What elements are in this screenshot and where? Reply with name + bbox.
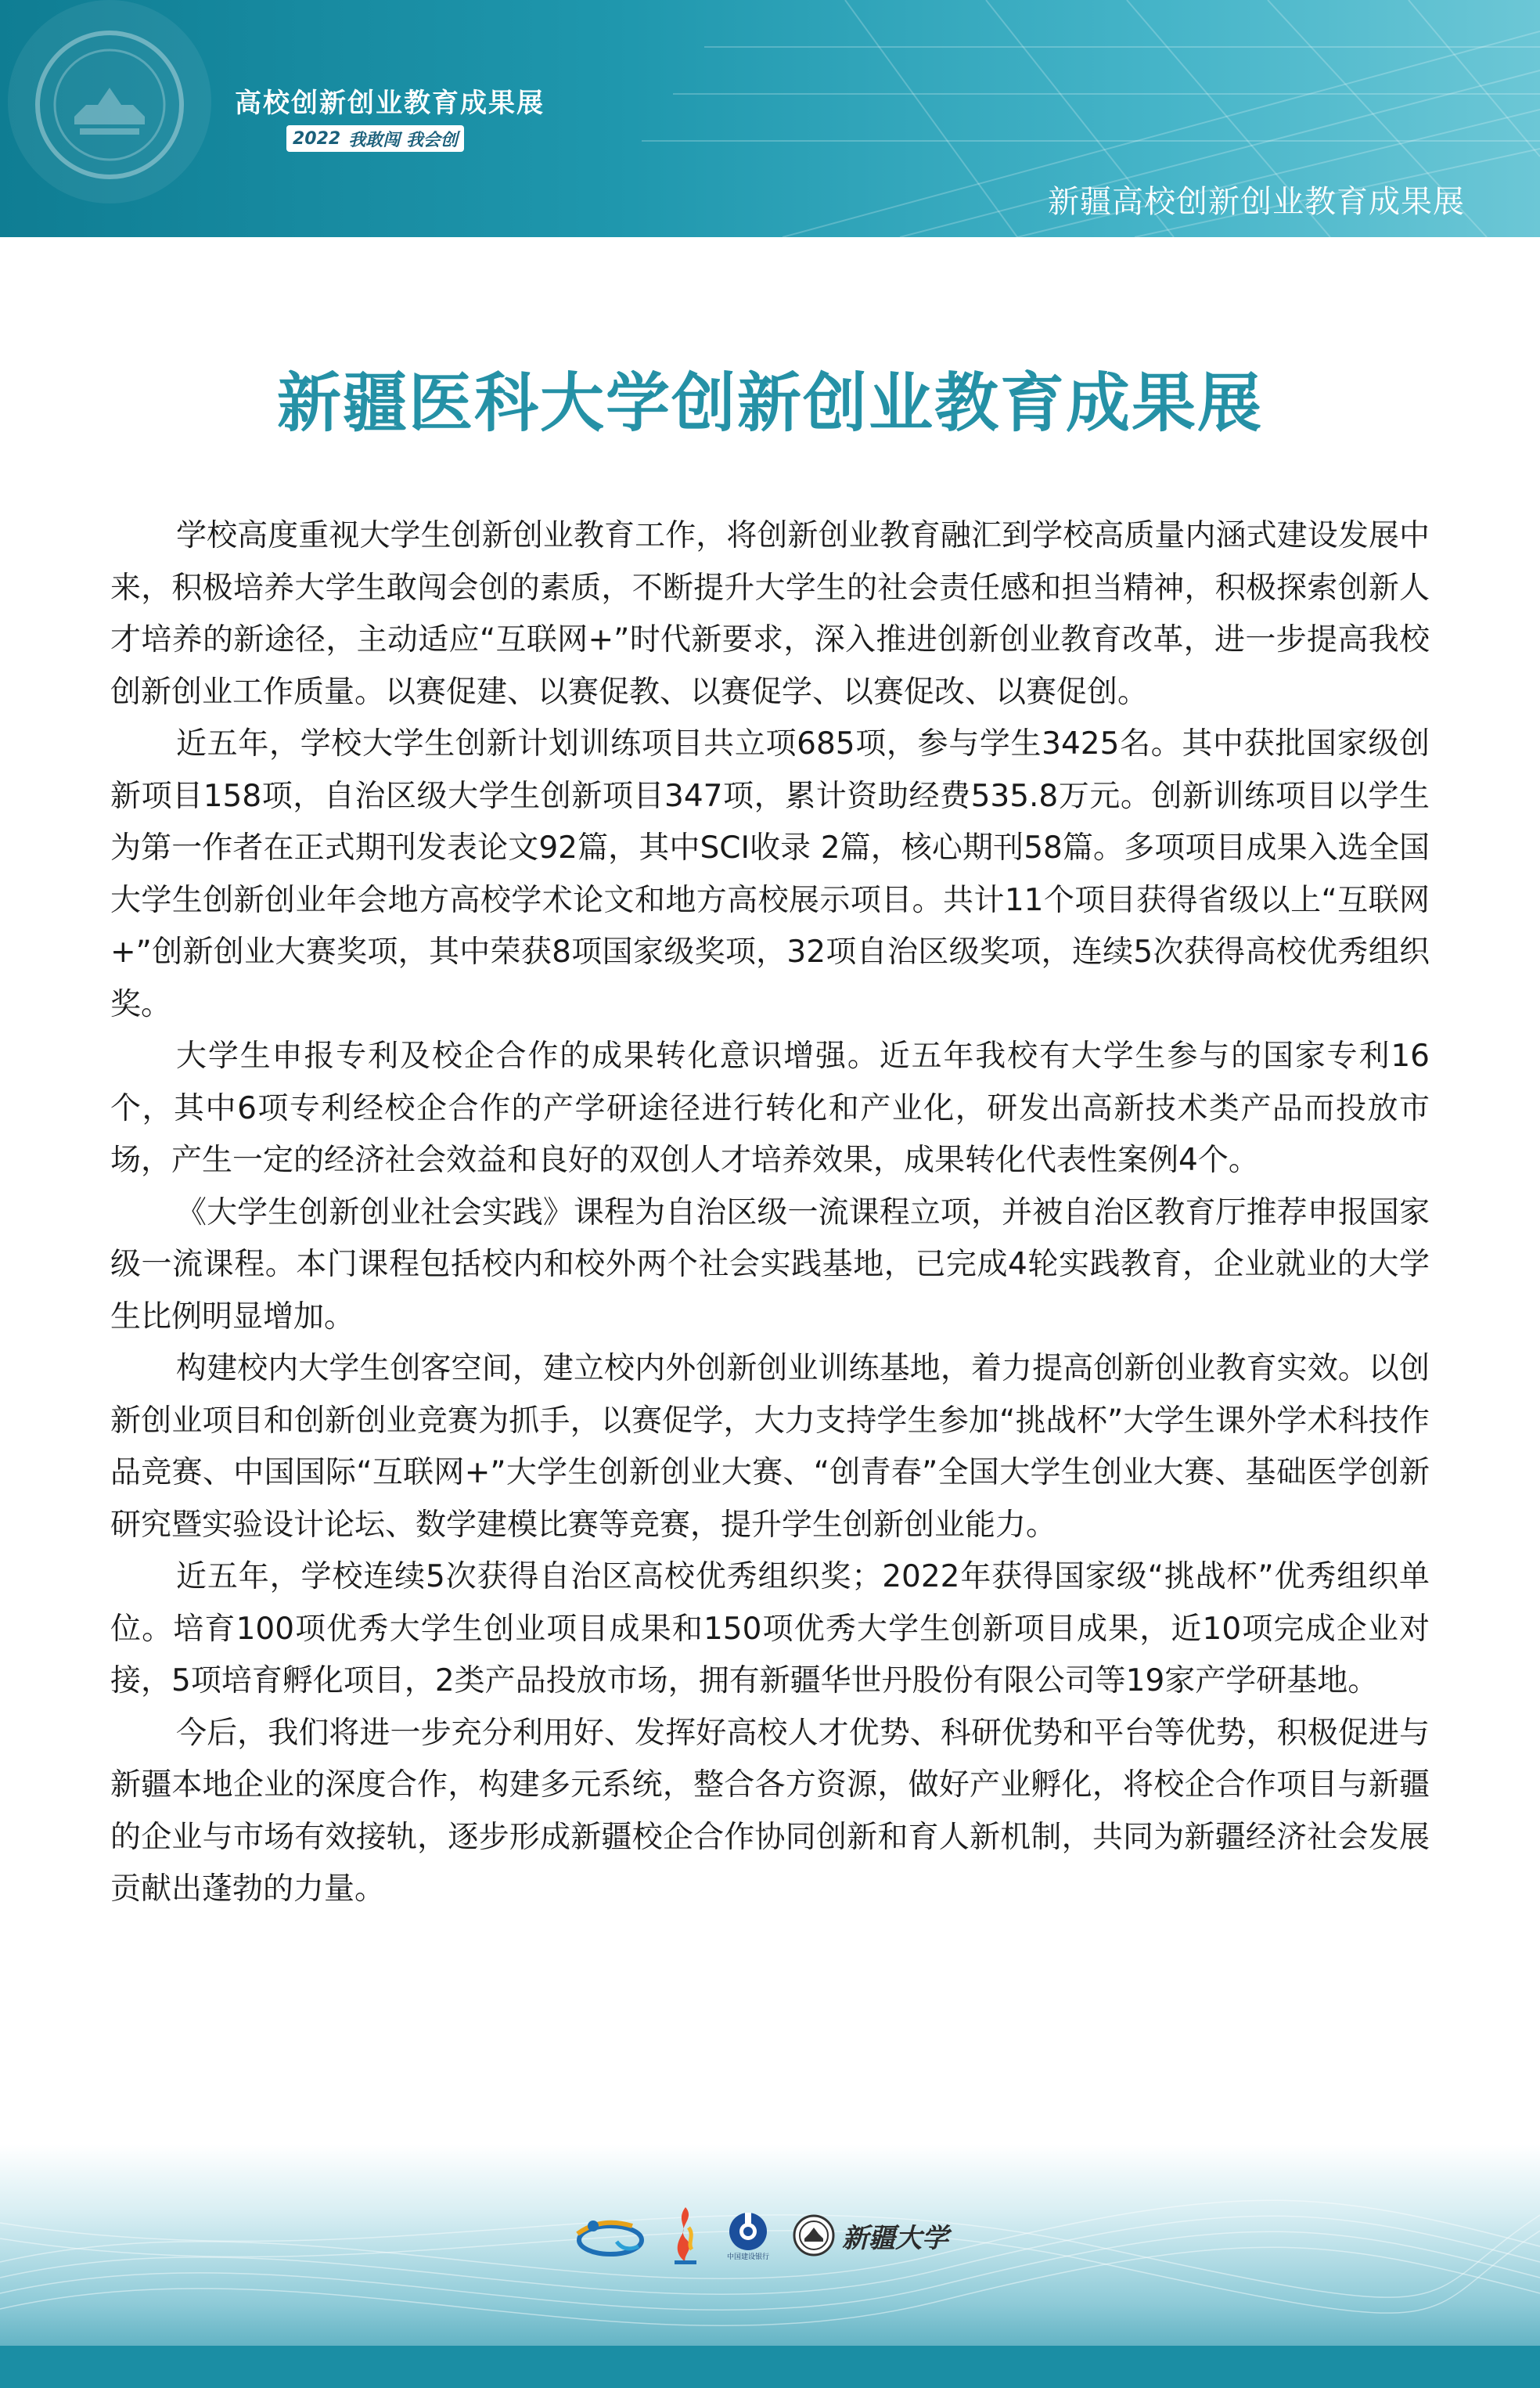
ccb-logo [726, 2210, 770, 2262]
education-logo [570, 2210, 645, 2260]
article-body [110, 510, 1430, 1916]
ccb-bank-logo-icon [726, 2210, 770, 2253]
slogan-text: 我敢闯 我会创 [348, 130, 458, 150]
paragraph-outlook: 今后，我们将进一步充分利用好、发挥好高校人才优势、科研优势和平台等优势，积极促进与新疆本地企业的深度合作，构建多元系统，整合各方资源，做好产业孵化，将校企合作项目与新疆的企业与市场有效接轨，逐步形成新疆校企合作协同创新和育人新机制，共同为新疆经济社会发展贡献出蓬勃的力量。 [110, 1715, 1430, 1907]
expo-title: 高校创新创业教育成果展 [235, 88, 545, 119]
paragraph-patents: 大学生申报专利及校企合作的成果转化意识增强。近五年我校有大学生参与的国家专利16个，其中6项专利经校企合作的产学研途径进行转化和产业化，研发出高新技术类产品而投放市场，产生一定的经济社会效益和良好的双创人才培养效果，成果转化代表性案例4个。 [110, 1039, 1430, 1178]
header-banner [0, 0, 1540, 237]
sponsor-logos [570, 2196, 970, 2275]
paragraph-awards: 近五年，学校连续5次获得自治区高校优秀组织奖；2022年获得国家级“挑战杯”优秀组织单位。培育100项优秀大学生创业项目成果和150项优秀大学生创新项目成果，近10项完成企业对接，5项培育孵化项目，2类产品投放市场，拥有新疆华世丹股份有限公司等19家产学研基地。 [110, 1559, 1430, 1698]
paragraph-overview: 学校高度重视大学生创新创业教育工作，将创新创业教育融汇到学校高质量内涵式建设发展中来，积极培养大学生敢闯会创的素质，不断提升大学生的社会责任感和担当精神，积极探索创新人才培养的新途径，主动适应“互联网+”时代新要求，深入推进创新创业教育改革，进一步提高我校创新创业工作质量。以赛促建、以赛促教、以赛促学、以赛促改、以赛促创。 [110, 518, 1430, 710]
flame-logo-icon [667, 2204, 704, 2267]
xinjiang-university-seal-icon [792, 2213, 836, 2257]
paragraph-training-projects: 近五年，学校大学生创新计划训练项目共立项685项，参与学生3425名。其中获批国家级创新项目158项，自治区级大学生创新项目347项，累计资助经费535.8万元。创新训练项目以学生为第一作者在正式期刊发表论文92篇，其中SCI收录 2篇，核心期刊58篇。多项项目成果入选全国大学生创新创业年会地方高校学术论文和地方高校展示项目。共计11个项目获得省级以上“互联网+”创新创业大赛奖项，其中荣获8项国家级奖项，32项自治区级奖项，连续5次获得高校优秀组织奖。 [110, 726, 1430, 1022]
paragraph-maker-space: 构建校内大学生创客空间，建立校内外创新创业训练基地，着力提高创新创业教育实效。以创新创业项目和创新创业竞赛为抓手，以赛促学，大力支持学生参加“挑战杯”大学生课外学术科技作品竞赛、中国国际“互联网+”大学生创新创业大赛、“创青春”全国大学生创业大赛、基础医学创新研究暨实验设计论坛、数学建模比赛等竞赛，提升学生创新创业能力。 [110, 1351, 1430, 1543]
exhibition-series-title: 新疆高校创新创业教育成果展 [1048, 184, 1465, 220]
flame-logo [667, 2204, 704, 2267]
education-ministry-logo-icon [570, 2210, 645, 2260]
slogan-year: 2022 [293, 128, 341, 149]
footer-bar [0, 2346, 1540, 2388]
page-title: 新疆医科大学创新创业教育成果展 [276, 366, 1263, 441]
expo-slogan-badge [286, 125, 464, 152]
ccb-caption: 中国建设银行 [726, 2253, 769, 2261]
xinjiang-university-logo [792, 2213, 948, 2257]
xinjiang-university-name: 新疆大学 [842, 2222, 948, 2254]
university-emblem-icon [31, 27, 188, 183]
paragraph-course: 《大学生创新创业社会实践》课程为自治区级一流课程立项，并被自治区教育厅推荐申报国家级一流课程。本门课程包括校内和校外两个社会实践基地，已完成4轮实践教育，企业就业的大学生比例明显增加。 [110, 1194, 1430, 1334]
